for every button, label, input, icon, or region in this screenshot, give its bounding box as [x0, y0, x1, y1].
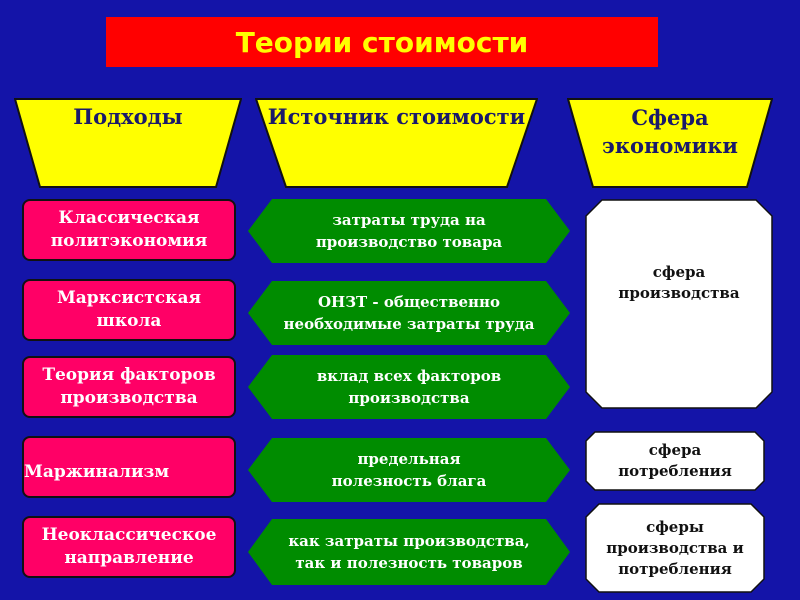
source-factors [248, 355, 570, 419]
sphere-both-line1: сферы [646, 517, 704, 536]
approach-marxist-line2: школа [96, 311, 162, 331]
source-classical-line2: производство товара [315, 233, 503, 251]
approach-marginalism [22, 436, 236, 498]
source-neoclassical-line1: как затраты производства, [288, 532, 530, 550]
sphere-consumption-line2: потребления [618, 462, 732, 480]
header-sphere [567, 98, 773, 188]
approach-marxist-line1: Марксистская [56, 288, 202, 308]
source-marxist-line2: необходимые затраты труда [283, 315, 535, 333]
source-neoclassical [248, 519, 570, 585]
header-approaches [14, 98, 242, 188]
source-marginalism-line1: предельная [357, 450, 461, 468]
source-marginalism [248, 438, 570, 502]
source-neoclassical-line2: так и полезность товаров [295, 554, 523, 572]
sphere-production-line1: сфера [652, 263, 706, 281]
source-marxist [248, 281, 570, 345]
page-title: Теории стоимости [106, 17, 658, 67]
approach-factors-line1: Теория факторов [42, 365, 216, 385]
source-classical-line1: затраты труда на [332, 211, 486, 229]
approach-neoclassical [22, 516, 236, 578]
sphere-production-label [585, 253, 773, 313]
approach-factors-line2: производства [60, 388, 198, 408]
sphere-consumption [585, 431, 765, 491]
approach-marxist [22, 279, 236, 341]
source-marxist-label [248, 281, 570, 345]
sphere-both-line3: потребления [618, 559, 732, 578]
source-classical [248, 199, 570, 263]
approach-factors [22, 356, 236, 418]
approach-marginalism-line1: Маржинализм [24, 461, 170, 482]
approach-neoclassical-line2: направление [64, 548, 194, 568]
source-factors-line2: производства [348, 389, 470, 407]
header-source-label: Источник стоимости [267, 104, 526, 129]
source-marginalism-label [248, 438, 570, 502]
approach-classical-line1: Классическая [58, 208, 200, 228]
source-neoclassical-label [248, 519, 570, 585]
sphere-both-label [585, 503, 765, 593]
approach-classical-line2: политэкономия [50, 231, 208, 251]
header-sphere-line2: экономики [602, 133, 738, 158]
sphere-production-line2: производства [618, 284, 740, 302]
sphere-consumption-label [585, 431, 765, 491]
header-sphere-line1: Сфера [631, 105, 709, 130]
sphere-production [585, 199, 773, 409]
header-source [255, 98, 538, 188]
approach-classical [22, 199, 236, 261]
approach-neoclassical-line1: Неоклассическое [41, 525, 217, 545]
sphere-both [585, 503, 765, 593]
source-factors-label [248, 355, 570, 419]
header-sphere-label [567, 102, 773, 162]
sphere-consumption-line1: сфера [648, 441, 702, 459]
source-marginalism-line2: полезность блага [331, 472, 487, 490]
source-classical-label [248, 199, 570, 263]
sphere-both-line2: производства и [606, 538, 744, 557]
source-factors-line1: вклад всех факторов [316, 367, 502, 385]
header-approaches-label: Подходы [73, 104, 183, 129]
source-marxist-line1: ОНЗТ - общественно [317, 293, 501, 311]
